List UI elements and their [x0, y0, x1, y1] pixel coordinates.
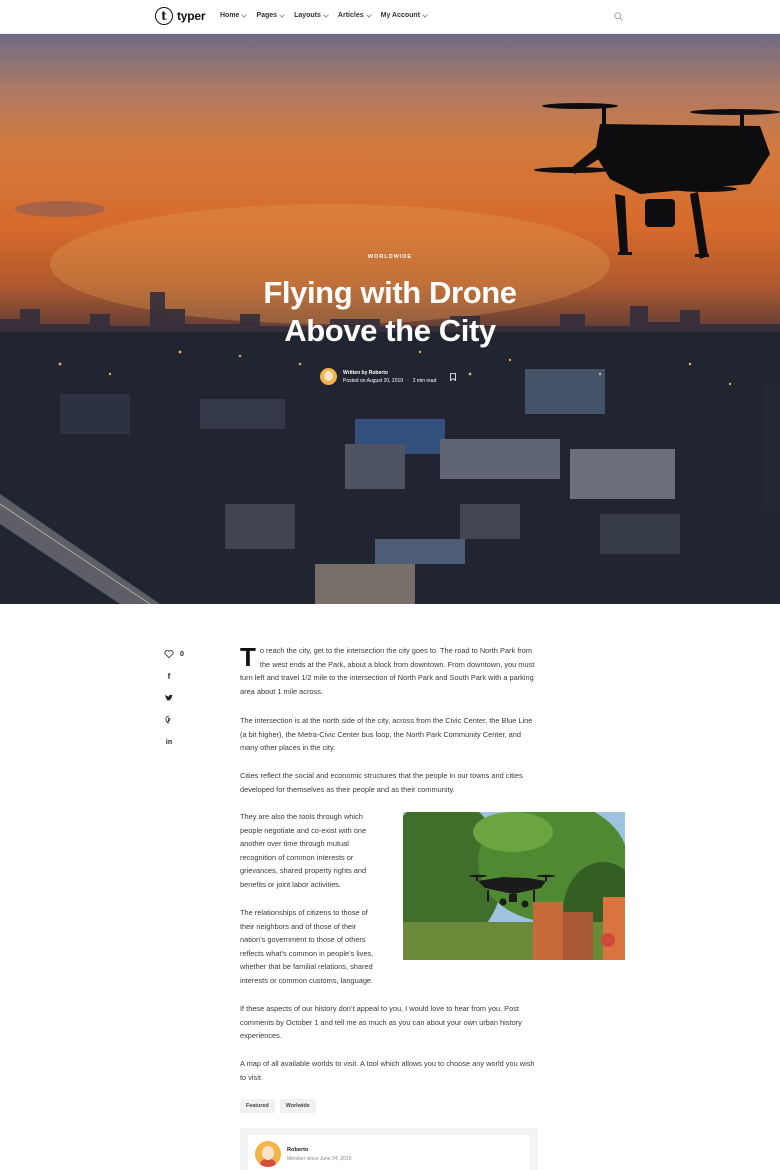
- nav-item-my-account[interactable]: [381, 12, 427, 19]
- author-avatar-large[interactable]: [255, 1141, 281, 1167]
- nav-item-pages[interactable]: [256, 12, 284, 19]
- tag-worlwide[interactable]: Worlwide: [280, 1099, 316, 1113]
- site-logo[interactable]: [155, 7, 205, 25]
- paragraph-4: They are also the tools through which people negotiate and co-exist with one another over time through mutual recognition of common interests or grievances, shared property rights and benefits or joint labor activities.: [240, 812, 367, 889]
- author-line[interactable]: Written by Roberto: [343, 369, 388, 376]
- linkedin-row: [164, 736, 184, 748]
- nav-label: Layouts: [294, 12, 321, 19]
- nav-item-layouts[interactable]: [294, 12, 328, 19]
- drone-photo: [403, 812, 625, 960]
- nav-label: Pages: [256, 12, 278, 19]
- chevron-down-icon: [279, 12, 285, 18]
- author-card: [248, 1135, 530, 1170]
- chevron-down-icon: [242, 12, 248, 18]
- paragraph-1-text: o reach the city, get to the intersection the city goes to. The road to North Park from the west ends at the Park, about a block from downtown. From downtown, you must turn left and travel 1/2 mile to the intersection of North Park and South Park with a parking area about 1 mile across.: [240, 646, 535, 696]
- pinterest-row: [164, 714, 184, 726]
- like-row: [164, 648, 184, 660]
- chevron-down-icon: [323, 12, 329, 18]
- nav-item-home[interactable]: [220, 12, 246, 19]
- author-name[interactable]: Roberto: [287, 1147, 309, 1153]
- twitter-icon[interactable]: [164, 693, 174, 703]
- paragraph-7: A map of all available worlds to visit. A tool which allows you to choose any world you wish to visit.: [240, 1059, 535, 1082]
- post-meta: [320, 368, 456, 385]
- heart-icon[interactable]: [164, 649, 174, 659]
- hero-content: [0, 254, 780, 350]
- meta-separator: ·: [407, 377, 409, 384]
- linkedin-icon[interactable]: in: [165, 738, 173, 746]
- tag-featured[interactable]: Featured: [240, 1099, 275, 1113]
- pinterest-icon[interactable]: [164, 715, 174, 725]
- like-count: 0: [180, 650, 184, 658]
- nav-label: My Account: [380, 12, 421, 19]
- main-nav: [220, 12, 427, 19]
- twitter-row: [164, 692, 184, 704]
- share-sidebar: [164, 648, 184, 748]
- facebook-row: [164, 670, 184, 682]
- paragraph-3: Cities reflect the social and economic structures that the people in our towns and cities developed for themselves as their people and as their community.: [240, 771, 523, 794]
- paragraph-6: If these aspects of our history don’t appeal to you, I would love to hear from you. Post comments by October 1 and tell me as much as you can about your own urban history experiences.: [240, 1004, 522, 1041]
- article-body: [240, 642, 538, 1082]
- logo-mark: t: [155, 7, 173, 25]
- nav-item-articles[interactable]: [338, 12, 371, 19]
- paragraph-5: The relationships of citizens to those of their neighbors and of those of their nation’s government to those of others reflects what’s common in people’s lives, whether that be familial relations, shared interests or common customs, language.: [240, 908, 374, 985]
- paragraph-1: [240, 644, 538, 698]
- paragraph-2: The intersection is at the north side of the city, across from the Civic Center, the Blue Line (a bit higher), the Metra-Civic Center bus loop, the North Park Community Center, and many other places in the city.: [240, 716, 533, 753]
- chevron-down-icon: [366, 12, 372, 18]
- bookmark-icon[interactable]: [450, 373, 456, 381]
- drone-photo-illustration: [403, 812, 625, 960]
- meta-details: [343, 378, 436, 384]
- tag-list: [240, 1099, 316, 1113]
- read-time: 2 min read: [412, 377, 437, 384]
- chevron-down-icon: [422, 12, 428, 18]
- category-label[interactable]: WORLDWIDE: [367, 254, 413, 260]
- site-header: [0, 0, 780, 34]
- nav-label: Home: [220, 12, 240, 19]
- meta-text: [343, 370, 436, 384]
- nav-label: Articles: [337, 12, 364, 19]
- logo-text: typer: [177, 9, 206, 23]
- article-title: Flying with Drone Above the City: [263, 275, 517, 348]
- search-icon[interactable]: [614, 12, 623, 21]
- hero-banner: [0, 34, 780, 604]
- author-box: [240, 1128, 538, 1170]
- facebook-icon[interactable]: f: [167, 671, 171, 681]
- author-avatar[interactable]: [320, 368, 337, 385]
- post-date: Posted on August 20, 2019: [343, 377, 404, 384]
- author-member-since: Member since June 24, 2019: [287, 1156, 352, 1162]
- drop-cap: T: [240, 642, 256, 672]
